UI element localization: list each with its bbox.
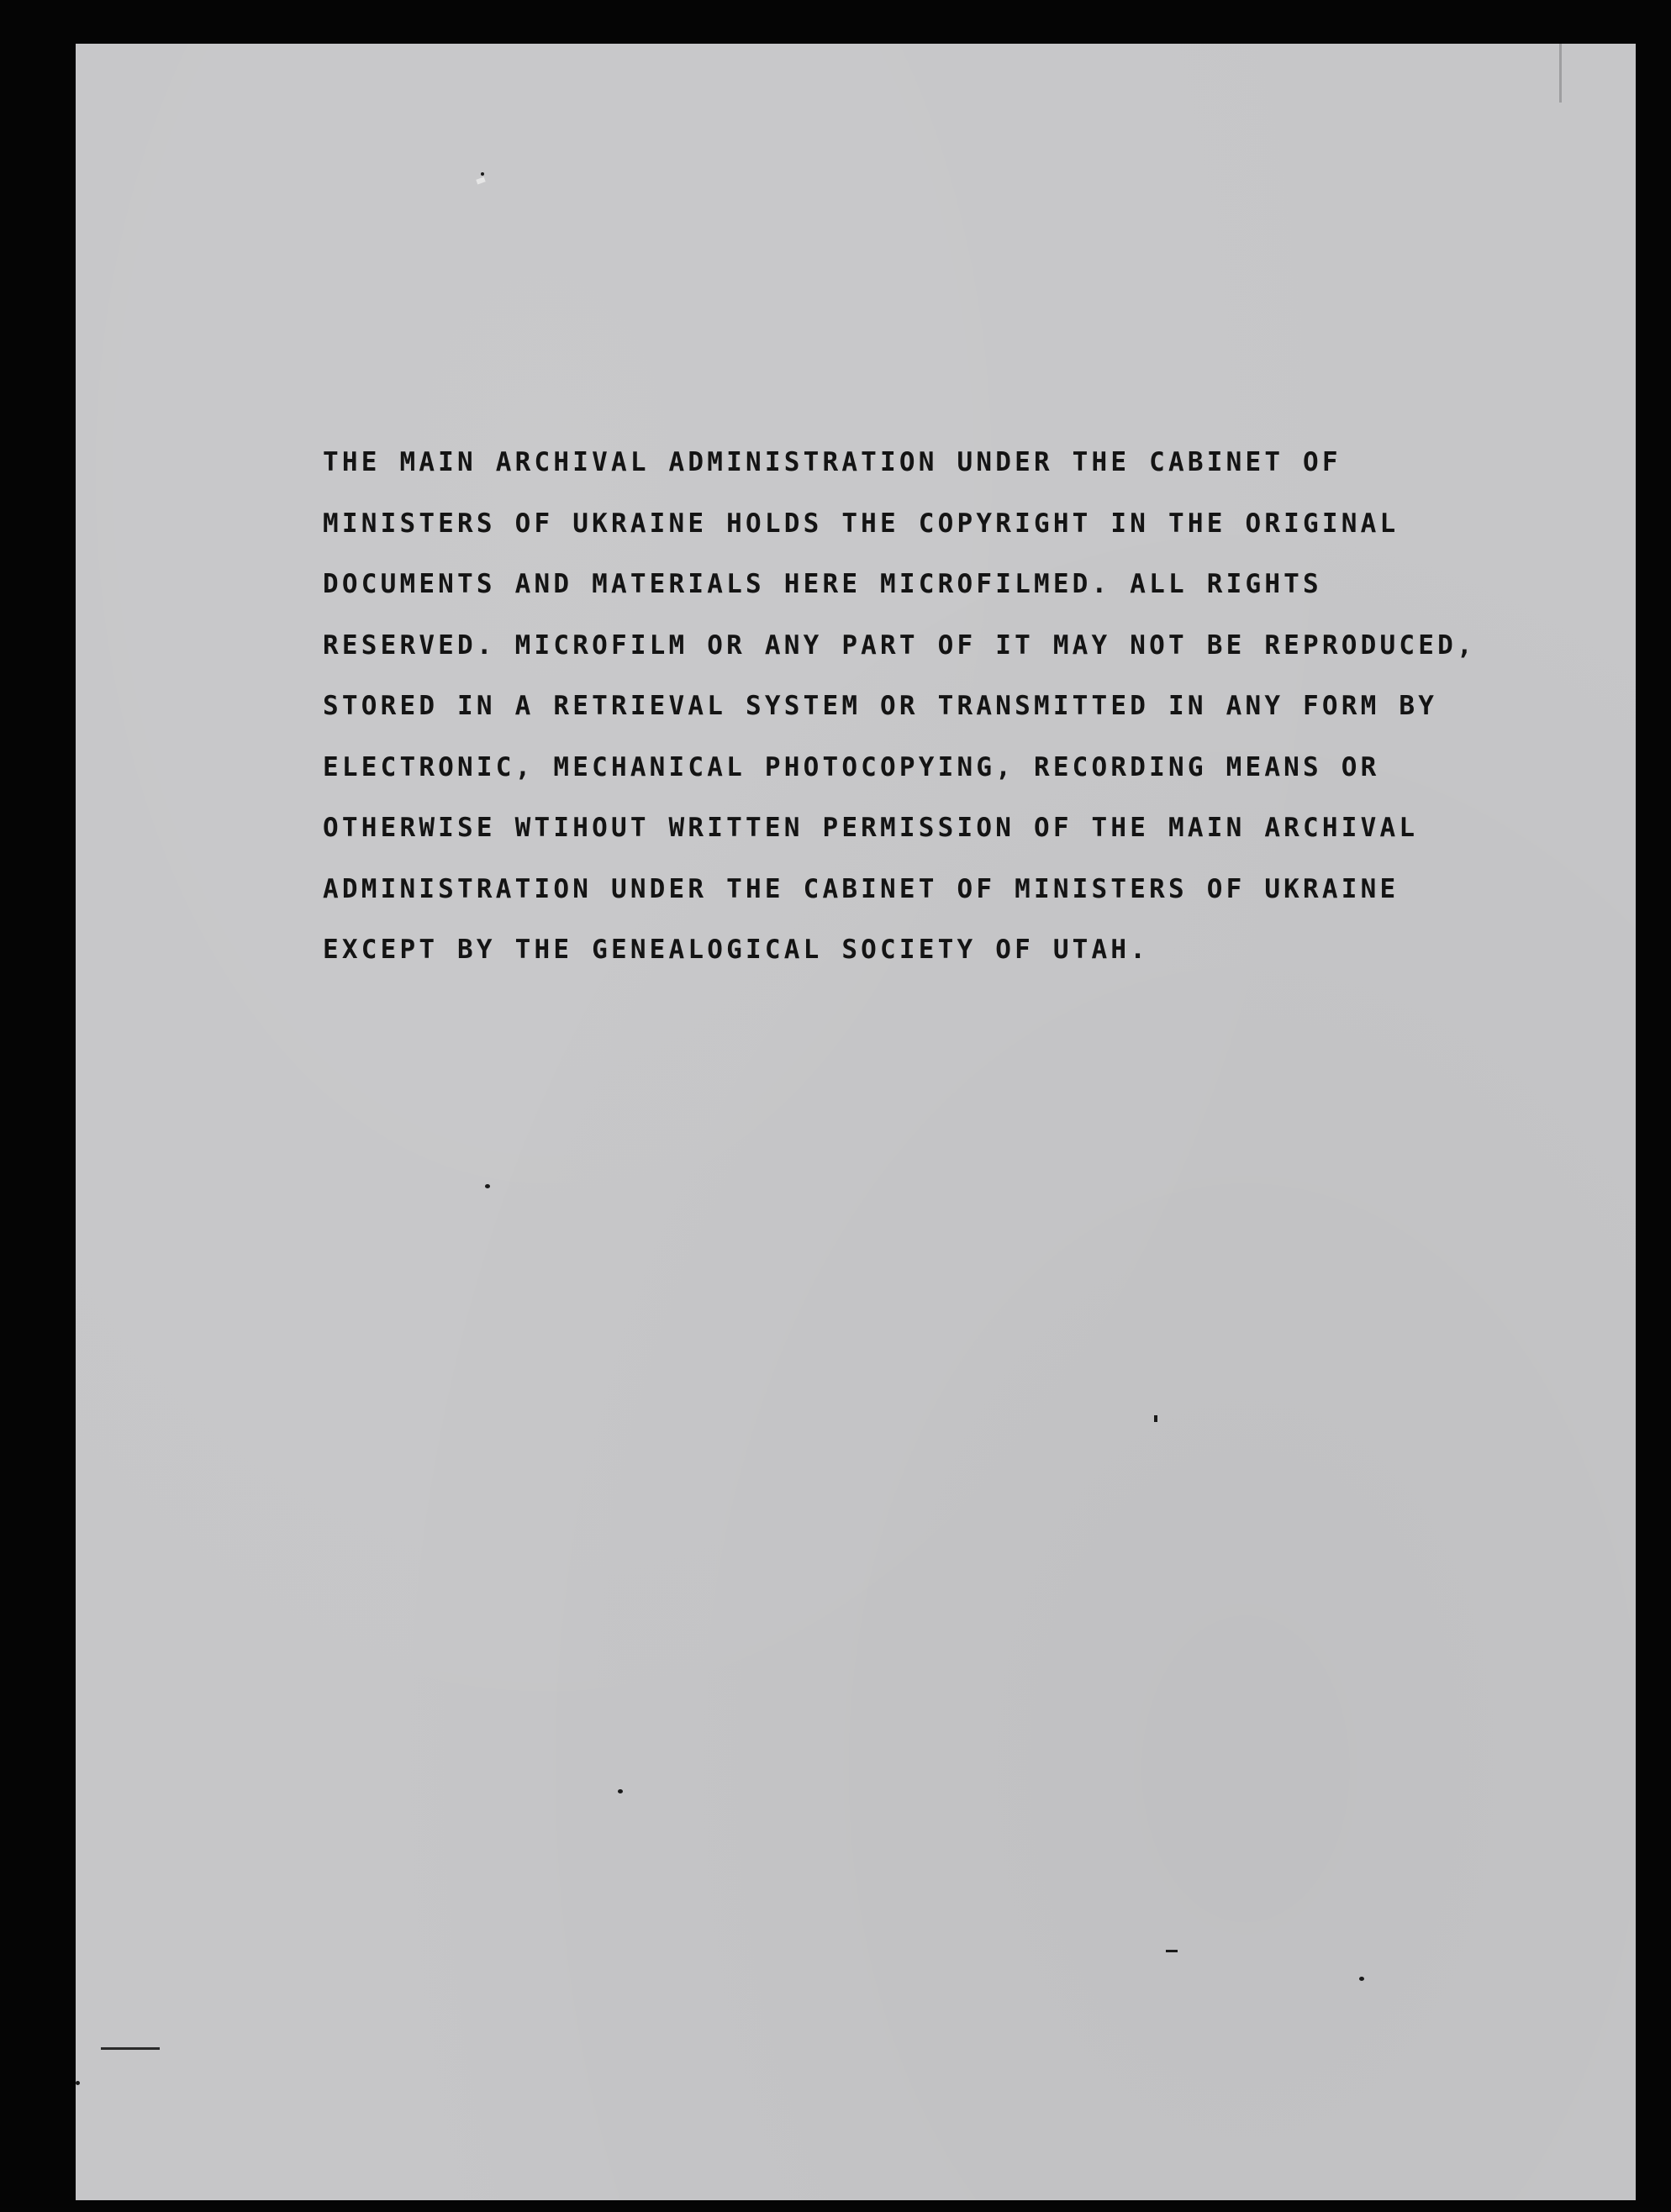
notice-line: DOCUMENTS AND MATERIALS HERE MICROFILMED. ALL RIGHTS xyxy=(323,569,1322,599)
page-edge-line xyxy=(1559,44,1562,103)
notice-line: ADMINISTRATION UNDER THE CABINET OF MINISTERS OF UKRAINE xyxy=(323,873,1400,904)
dust-speck xyxy=(76,2081,80,2085)
dust-speck xyxy=(1154,1415,1157,1422)
copyright-notice xyxy=(323,432,1584,981)
paper-blemish xyxy=(476,176,485,184)
dust-speck xyxy=(618,1789,623,1793)
notice-line: RESERVED. MICROFILM OR ANY PART OF IT MAY NOT BE REPRODUCED, xyxy=(323,629,1476,661)
notice-line: MINISTERS OF UKRAINE HOLDS THE COPYRIGHT IN THE ORIGINAL xyxy=(323,508,1400,539)
dust-speck xyxy=(481,172,484,176)
document-page xyxy=(76,44,1636,2200)
notice-line: EXCEPT BY THE GENEALOGICAL SOCIETY OF UTAH. xyxy=(323,935,1150,965)
dust-speck xyxy=(485,1184,490,1188)
dust-mark xyxy=(1166,1950,1178,1952)
notice-line: THE MAIN ARCHIVAL ADMINISTRATION UNDER THE CABINET OF xyxy=(323,447,1342,477)
dust-speck xyxy=(1359,1977,1364,1981)
margin-rule-mark xyxy=(101,2047,160,2050)
notice-line: STORED IN A RETRIEVAL SYSTEM OR TRANSMITTED IN ANY FORM BY xyxy=(323,691,1438,721)
notice-line: ELECTRONIC, MECHANICAL PHOTOCOPYING, RECORDING MEANS OR xyxy=(323,751,1380,782)
notice-line: OTHERWISE WTIHOUT WRITTEN PERMISSION OF THE MAIN ARCHIVAL xyxy=(323,813,1419,843)
